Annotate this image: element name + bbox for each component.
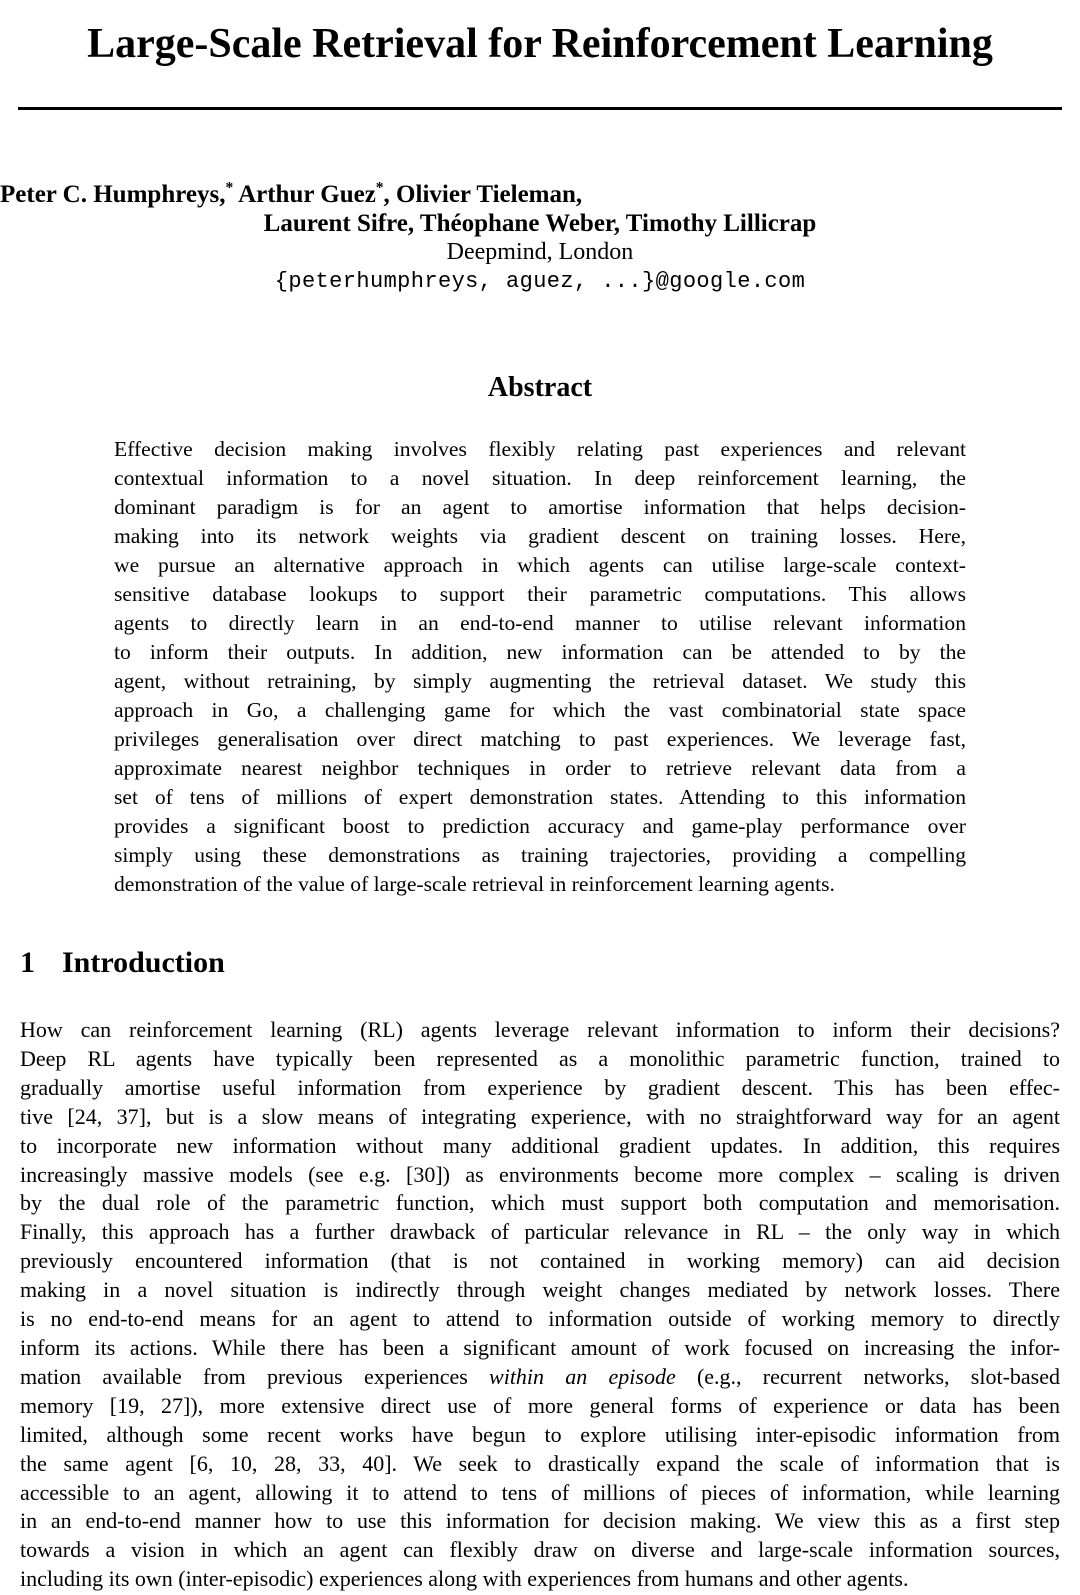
text-line — [20, 1218, 1060, 1247]
text-line — [114, 493, 966, 522]
text-line — [114, 609, 966, 638]
text-segment: agent, without retraining, by simply augmenting the retrieval dataset. We study this — [114, 669, 966, 693]
text-line — [20, 1132, 1060, 1161]
section-title: Introduction — [62, 946, 225, 979]
section-1-heading — [20, 945, 1060, 980]
text-segment: approximate nearest neighbor techniques in order to retrieve relevant data from a — [114, 756, 966, 780]
text-segment: sensitive database lookups to support their parametric computations. This allows — [114, 582, 966, 606]
text-segment: tive [24, 37], but is a slow means of integrating experience, with no straightforward way for an agent — [20, 1103, 1060, 1129]
abstract-text — [114, 435, 966, 899]
text-line — [114, 638, 966, 667]
affiliation: Deepmind, London — [446, 239, 634, 265]
text-line — [114, 754, 966, 783]
text-segment: (e.g., recurrent networks, slot-based — [675, 1363, 1060, 1389]
text-segment: contextual information to a novel situation. In deep reinforcement learning, the — [114, 466, 966, 490]
text-line — [114, 696, 966, 725]
text-line — [114, 783, 966, 812]
text-segment: provides a significant boost to prediction accuracy and game-play performance over — [114, 814, 966, 838]
text-segment: accessible to an agent, allowing it to attend to tens of millions of pieces of information, while learning — [20, 1479, 1060, 1505]
text-line — [20, 1247, 1060, 1276]
text-line — [20, 1016, 1060, 1045]
text-line — [20, 1479, 1060, 1508]
text-segment: to inform their outputs. In addition, new information can be attended to by the — [114, 640, 966, 664]
text-line — [20, 1074, 1060, 1103]
text-line — [20, 1161, 1060, 1190]
text-segment: approach in Go, a challenging game for which the vast combinatorial state space — [114, 698, 966, 722]
text-line — [114, 812, 966, 841]
text-segment: within an episode — [489, 1363, 676, 1389]
authors-line-2: Laurent Sifre, Théophane Weber, Timothy Lillicrap — [263, 210, 817, 237]
text-segment: to incorporate new information without many additional gradient updates. In addition, this requires — [20, 1132, 1060, 1158]
text-line — [20, 1103, 1060, 1132]
text-segment: is no end-to-end means for an agent to attend to information outside of working memory to directly — [20, 1306, 1060, 1332]
section-number: 1 — [20, 946, 35, 979]
text-segment: gradually amortise useful information from experience by gradient descent. This has been effec- — [20, 1074, 1060, 1100]
footnote-marker: * — [375, 179, 384, 197]
text-line — [114, 667, 966, 696]
text-segment: Deep RL agents have typically been represented as a monolithic parametric function, trained to — [20, 1045, 1060, 1071]
text-line — [20, 1363, 1060, 1392]
introduction-text — [20, 1016, 1060, 1594]
text-line — [20, 1276, 1060, 1305]
abstract-heading: Abstract — [487, 372, 593, 403]
text-segment: inform its actions. While there has been a significant amount of work focused on increasing the infor- — [20, 1334, 1060, 1360]
text-line — [114, 841, 966, 870]
text-line — [20, 1507, 1060, 1536]
text-segment: dominant paradigm is for an agent to amortise information that helps decision- — [114, 495, 966, 519]
text-line — [114, 870, 966, 899]
text-line — [114, 464, 966, 493]
text-segment: , Olivier Tieleman, — [383, 181, 583, 208]
text-line — [20, 1536, 1060, 1565]
text-line — [20, 1450, 1060, 1479]
author-emails: {peterhumphreys, aguez, ...}@google.com — [274, 269, 806, 294]
text-line — [114, 435, 966, 464]
text-segment: agents to directly learn in an end-to-end manner to utilise relevant information — [114, 611, 966, 635]
text-segment: Effective decision making involves flexibly relating past experiences and relevant — [114, 437, 966, 461]
text-segment: making into its network weights via gradient descent on training losses. Here, — [114, 524, 966, 548]
text-segment: Peter C. Humphreys, — [0, 181, 226, 208]
text-segment: memory [19, 27]), more extensive direct use of more general forms of experience or data has been — [20, 1392, 1060, 1418]
text-segment: by the dual role of the parametric function, which must support both computation and memorisation. — [20, 1190, 1060, 1216]
text-line — [20, 1421, 1060, 1450]
text-line — [20, 1045, 1060, 1074]
text-segment: we pursue an alternative approach in which agents can utilise large-scale context- — [114, 553, 966, 577]
text-line — [0, 180, 1080, 209]
text-segment: Finally, this approach has a further drawback of particular relevance in RL – the only way in which — [20, 1219, 1060, 1245]
authors-line-1 — [0, 180, 1080, 209]
text-segment: simply using these demonstrations as training trajectories, providing a compelling — [114, 843, 966, 867]
title-rule — [18, 107, 1062, 110]
text-segment: in an end-to-end manner how to use this information for decision making. We view this as a first step — [20, 1508, 1060, 1534]
text-segment: making in a novel situation is indirectly through weight changes mediated by network losses. There — [20, 1277, 1060, 1303]
paper-title: Large-Scale Retrieval for Reinforcement Learning — [87, 21, 993, 67]
text-segment: increasingly massive models (see e.g. [30]) as environments become more complex – scaling is driven — [20, 1161, 1060, 1187]
text-segment: demonstration of the value of large-scale retrieval in reinforcement learning agents. — [114, 872, 835, 896]
text-segment: mation available from previous experiences — [20, 1363, 490, 1389]
text-segment: How can reinforcement learning (RL) agents leverage relevant information to inform their decisions? — [20, 1017, 1060, 1042]
text-segment: limited, although some recent works have begun to explore utilising inter-episodic information from — [20, 1421, 1060, 1447]
text-line — [114, 580, 966, 609]
text-line — [20, 1334, 1060, 1363]
text-line — [20, 1305, 1060, 1334]
text-line — [20, 1189, 1060, 1218]
text-segment: Arthur Guez — [233, 181, 376, 208]
footnote-marker: * — [225, 179, 234, 197]
text-line — [114, 522, 966, 551]
text-segment: previously encountered information (that is not contained in working memory) can aid decision — [20, 1248, 1060, 1274]
text-segment: including its own (inter-episodic) experiences along with experiences from humans and other agents. — [20, 1566, 909, 1592]
authors-block — [0, 180, 1080, 296]
text-segment: towards a vision in which an agent can flexibly draw on diverse and large-scale information sources, — [20, 1537, 1060, 1563]
text-segment: set of tens of millions of expert demonstration states. Attending to this information — [114, 785, 966, 809]
text-line — [114, 725, 966, 754]
text-line — [114, 551, 966, 580]
text-segment: the same agent [6, 10, 28, 33, 40]. We seek to drastically expand the scale of information that is — [20, 1450, 1060, 1476]
text-line — [20, 1392, 1060, 1421]
text-line — [20, 1565, 1060, 1594]
text-segment: privileges generalisation over direct matching to past experiences. We leverage fast, — [114, 727, 966, 751]
